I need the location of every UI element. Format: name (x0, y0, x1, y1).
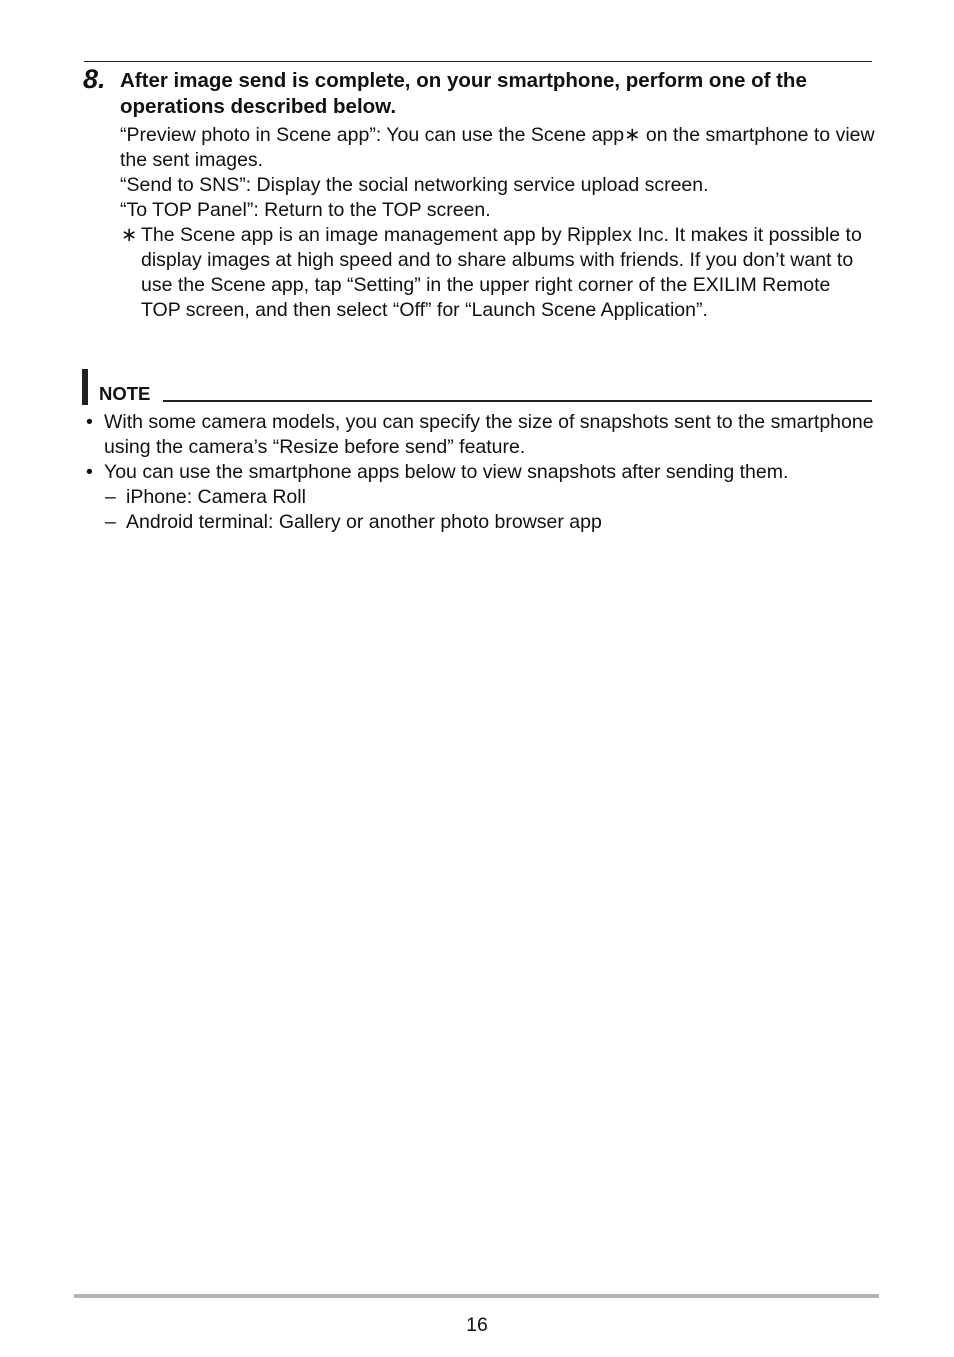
note-subitem (84, 485, 874, 510)
footnote-text: The Scene app is an image management app by Ripplex Inc. It makes it possible to display images at high speed and to share albums with friends. If you don’t want to use the Scene app, tap “Setting” in the upper right corner of the EXILIM Remote TOP screen, and then select “Off” for “Launch Scene Application”. (141, 224, 862, 321)
dash-icon: – (105, 486, 116, 508)
bullet-icon: • (86, 461, 93, 483)
asterisk-icon: ∗ (121, 224, 138, 246)
step-title: After image send is complete, on your smartphone, perform one of the operations described below. (120, 69, 807, 118)
step-number: 8. (83, 64, 106, 94)
note-subitem-text: Android terminal: Gallery or another photo browser app (126, 511, 602, 533)
dash-icon: – (105, 511, 116, 533)
footer-divider (74, 1294, 879, 1298)
note-item (84, 460, 874, 485)
note-subitem (84, 510, 874, 535)
step-line-preview: “Preview photo in Scene app”: You can use the Scene app∗ on the smartphone to view the sent images. (120, 124, 875, 171)
page-number: 16 (466, 1314, 488, 1336)
step-line-sns: “Send to SNS”: Display the social networking service upload screen. (120, 174, 709, 196)
step-line-top-panel: “To TOP Panel”: Return to the TOP screen. (120, 199, 491, 221)
note-divider (163, 400, 872, 402)
note-marker-bar (82, 369, 88, 405)
note-heading: NOTE (99, 383, 151, 404)
note-item-text: With some camera models, you can specify the size of snapshots sent to the smartphone using the camera’s “Resize before send” feature. (104, 411, 874, 458)
note-list (84, 410, 874, 535)
note-item (84, 410, 874, 460)
footnote (121, 223, 871, 323)
step-divider (84, 61, 872, 62)
note-subitem-text: iPhone: Camera Roll (126, 486, 306, 508)
bullet-icon: • (86, 411, 93, 433)
note-item-text: You can use the smartphone apps below to view snapshots after sending them. (104, 461, 789, 483)
step-body (120, 123, 880, 223)
